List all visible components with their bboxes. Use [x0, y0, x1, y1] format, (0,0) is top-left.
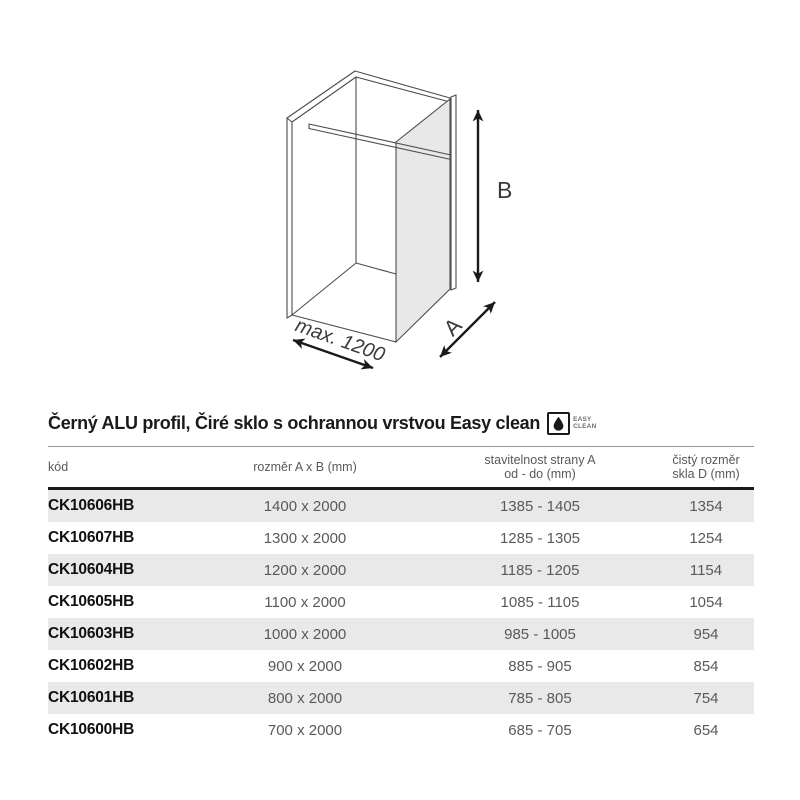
- product-spec-table: [48, 448, 754, 746]
- product-code: CK10603HB: [48, 625, 135, 642]
- product-code: CK10602HB: [48, 657, 135, 674]
- size-value: 1100 x 2000: [264, 593, 346, 611]
- depth-dimension-label: max. 1200: [292, 314, 388, 367]
- adjust-range-value: 785 - 805: [508, 689, 572, 707]
- column-header-glass-line2: skla D (mm): [672, 466, 740, 481]
- glass-size-value: 1354: [689, 497, 723, 515]
- size-value: 1200 x 2000: [263, 561, 347, 579]
- size-value: 1000 x 2000: [263, 625, 347, 643]
- size-value: 1400 x 2000: [263, 497, 347, 515]
- size-value: 700 x 2000: [267, 721, 343, 739]
- column-header-code: kód: [48, 459, 69, 474]
- column-header-adjustability: [422, 454, 658, 481]
- product-code: CK10600HB: [48, 721, 135, 738]
- glass-size-value: 654: [693, 721, 719, 739]
- height-dimension-label: B: [497, 177, 513, 203]
- product-code: CK10607HB: [48, 529, 135, 546]
- size-value: 800 x 2000: [267, 689, 343, 707]
- section-heading: [48, 407, 754, 439]
- size-value: 900 x 2000: [267, 657, 343, 675]
- table-row: [48, 586, 754, 618]
- table-row: [48, 650, 754, 682]
- table-header-row: [48, 448, 754, 490]
- table-row: [48, 490, 754, 522]
- column-header-size: rozměr A x B (mm): [253, 459, 357, 474]
- adjust-range-value: 1385 - 1405: [499, 497, 581, 515]
- adjust-range-value: 1185 - 1205: [500, 561, 580, 579]
- table-row: [48, 714, 754, 746]
- size-value: 1300 x 2000: [263, 529, 347, 547]
- easy-clean-label-top: EASY: [573, 416, 592, 423]
- easy-clean-badge: [547, 412, 596, 435]
- column-header-adjustability-line1: stavitelnost strany A: [484, 453, 596, 467]
- glass-size-value: 954: [693, 625, 719, 643]
- glass-size-value: 1154: [689, 561, 723, 579]
- glass-size-value: 754: [693, 689, 719, 707]
- glass-size-value: 854: [693, 657, 719, 675]
- product-code: CK10606HB: [48, 497, 135, 514]
- column-header-glass: [658, 454, 754, 481]
- water-drop-icon: [552, 416, 565, 431]
- width-dimension-label: A: [438, 312, 467, 341]
- easy-clean-box: [547, 412, 570, 435]
- section-title: Černý ALU profil, Čiré sklo s ochrannou vrstvou Easy clean: [48, 412, 541, 433]
- adjust-range-value: 885 - 905: [508, 657, 572, 675]
- alu-profile: [451, 95, 456, 290]
- glass-size-value: 1254: [689, 529, 723, 547]
- column-header-glass-line1: čistý rozměr: [672, 453, 740, 467]
- product-code: CK10604HB: [48, 561, 135, 578]
- table-row: [48, 522, 754, 554]
- table-row: [48, 554, 754, 586]
- table-row: [48, 682, 754, 714]
- easy-clean-label: [573, 416, 596, 430]
- product-code: CK10605HB: [48, 593, 135, 610]
- table-body: [48, 490, 754, 746]
- product-code: CK10601HB: [48, 689, 135, 706]
- table-row: [48, 618, 754, 650]
- adjust-range-value: 685 - 705: [508, 721, 572, 739]
- heading-divider: [48, 446, 754, 447]
- adjust-range-value: 1285 - 1305: [499, 529, 581, 547]
- glass-panel: [396, 99, 450, 342]
- column-header-adjustability-line2: od - do (mm): [504, 466, 576, 481]
- glass-size-value: 1054: [689, 593, 723, 611]
- easy-clean-label-bottom: CLEAN: [573, 423, 597, 430]
- adjust-range-value: 1085 - 1105: [500, 593, 580, 611]
- adjust-range-value: 985 - 1005: [504, 625, 576, 643]
